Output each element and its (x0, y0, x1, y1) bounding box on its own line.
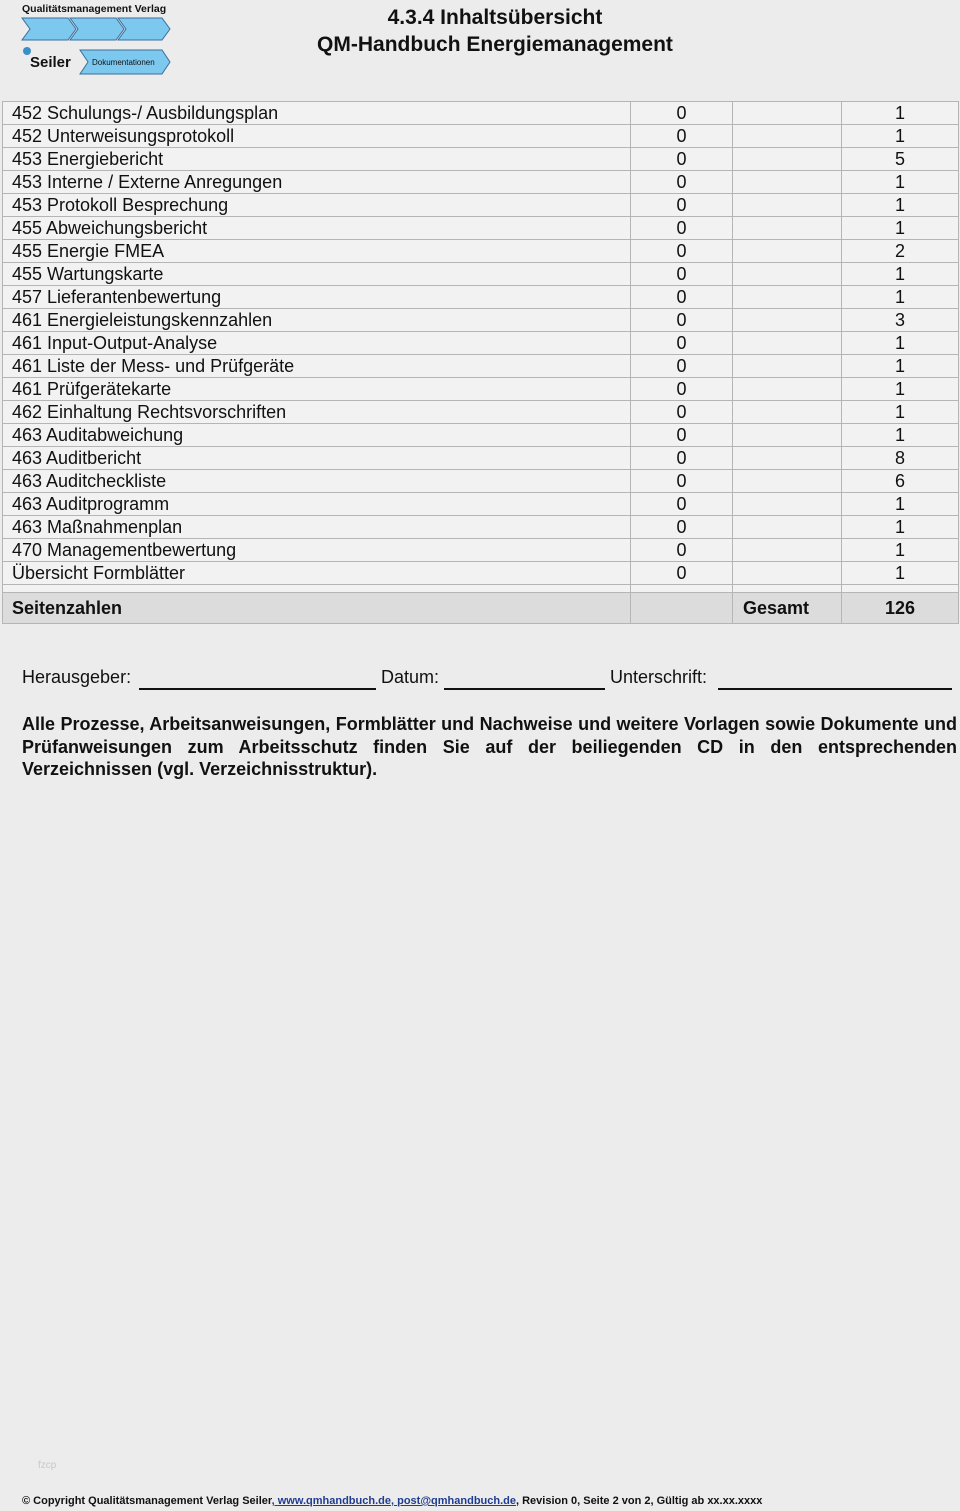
forms-table (2, 101, 959, 624)
empty-cell (733, 194, 842, 217)
revision-cell: 0 (631, 447, 733, 470)
table-row (3, 286, 959, 309)
table-row (3, 401, 959, 424)
empty-cell (733, 401, 842, 424)
revision-cell: 0 (631, 516, 733, 539)
empty-cell (733, 332, 842, 355)
form-name-cell: 453 Interne / Externe Anregungen (3, 171, 631, 194)
signature-label: Unterschrift: (610, 667, 708, 687)
page-count-cell: 1 (842, 102, 959, 125)
form-name-cell: 463 Auditabweichung (3, 424, 631, 447)
form-name-cell: 461 Energieleistungskennzahlen (3, 309, 631, 332)
page-count-cell: 1 (842, 286, 959, 309)
table-row (3, 493, 959, 516)
empty-cell (733, 148, 842, 171)
table-row (3, 539, 959, 562)
page-count-cell: 1 (842, 217, 959, 240)
revision-cell: 0 (631, 424, 733, 447)
page-count-cell: 1 (842, 562, 959, 585)
page-header (0, 0, 960, 99)
page-count-cell: 5 (842, 148, 959, 171)
page-count-cell: 1 (842, 516, 959, 539)
table-row (3, 194, 959, 217)
revision-cell: 0 (631, 194, 733, 217)
empty-cell (733, 125, 842, 148)
table-row (3, 171, 959, 194)
table-row (3, 240, 959, 263)
page-count-cell: 8 (842, 447, 959, 470)
empty-cell (733, 562, 842, 585)
form-name-cell: 455 Energie FMEA (3, 240, 631, 263)
logo-tagline-text: Dokumentationen (92, 58, 155, 67)
form-name-cell: 461 Input-Output-Analyse (3, 332, 631, 355)
form-name-cell: 453 Protokoll Besprechung (3, 194, 631, 217)
revision-cell: 0 (631, 148, 733, 171)
empty-cell (733, 240, 842, 263)
table-row (3, 470, 959, 493)
empty-cell (733, 355, 842, 378)
empty-cell (733, 493, 842, 516)
footer-email-link[interactable]: post@qmhandbuch.de (397, 1495, 516, 1507)
revision-cell: 0 (631, 355, 733, 378)
form-name-cell: 457 Lieferantenbewertung (3, 286, 631, 309)
page-count-cell: 1 (842, 539, 959, 562)
revision-cell: 0 (631, 332, 733, 355)
publisher-line (139, 688, 376, 690)
total-empty-cell (631, 593, 733, 624)
table-row (3, 263, 959, 286)
page-count-cell: 1 (842, 424, 959, 447)
logo-brand-text: Seiler (30, 54, 71, 71)
page-count-cell: 6 (842, 470, 959, 493)
footer-copyright: © Copyright Qualitätsmanagement Verlag Seiler (22, 1495, 272, 1507)
revision-cell: 0 (631, 539, 733, 562)
page-count-cell: 1 (842, 263, 959, 286)
form-name-cell: 461 Liste der Mess- und Prüfgeräte (3, 355, 631, 378)
table-row (3, 516, 959, 539)
page-count-cell: 1 (842, 493, 959, 516)
form-name-cell: 463 Auditcheckliste (3, 470, 631, 493)
form-name-cell: 463 Auditbericht (3, 447, 631, 470)
form-name-cell: 453 Energiebericht (3, 148, 631, 171)
revision-cell: 0 (631, 493, 733, 516)
signature-line (718, 688, 952, 690)
table-row (3, 125, 959, 148)
page-count-cell: 1 (842, 378, 959, 401)
empty-cell (733, 286, 842, 309)
form-name-cell: 470 Managementbewertung (3, 539, 631, 562)
page-count-cell: 2 (842, 240, 959, 263)
empty-cell (733, 447, 842, 470)
document-title (230, 4, 760, 58)
publisher-logo (20, 2, 180, 80)
page-count-cell: 1 (842, 171, 959, 194)
form-name-cell: 462 Einhaltung Rechtsvorschriften (3, 401, 631, 424)
revision-cell: 0 (631, 102, 733, 125)
signature-block (22, 667, 954, 693)
page-count-cell: 1 (842, 332, 959, 355)
revision-cell: 0 (631, 562, 733, 585)
form-name-cell: 463 Maßnahmenplan (3, 516, 631, 539)
footer-revision-info: , Revision 0, Seite 2 von 2, Gültig ab xx.xx.xxxx (515, 1495, 763, 1507)
empty-cell (733, 263, 842, 286)
table-row (3, 102, 959, 125)
table-row (3, 562, 959, 585)
form-name-cell: 455 Wartungskarte (3, 263, 631, 286)
footer-website-link[interactable]: www.qmhandbuch.de (277, 1495, 391, 1507)
cd-note-paragraph: Alle Prozesse, Arbeitsanweisungen, Formblätter und Nachweise und weitere Vorlagen sowie Dokumente und Prüfanweisungen zum Arbeitsschutz finden Sie auf der beiliegenden CD in den entsprechenden Verzeichnissen (vgl. Verzeichnisstruktur). (22, 714, 957, 779)
revision-cell: 0 (631, 217, 733, 240)
revision-cell: 0 (631, 286, 733, 309)
page-count-cell: 1 (842, 125, 959, 148)
footer-sep-2: , (390, 1495, 398, 1507)
total-sum-label: Gesamt (733, 593, 842, 624)
date-line (444, 688, 605, 690)
empty-cell (733, 217, 842, 240)
total-sum-value: 126 (842, 593, 959, 624)
page-count-cell: 3 (842, 309, 959, 332)
revision-cell: 0 (631, 470, 733, 493)
empty-cell (733, 424, 842, 447)
empty-cell (733, 539, 842, 562)
title-line-1: 4.3.4 Inhaltsübersicht (387, 6, 603, 29)
table-row (3, 332, 959, 355)
form-name-cell: 463 Auditprogramm (3, 493, 631, 516)
table-row (3, 355, 959, 378)
form-name-cell: 452 Unterweisungsprotokoll (3, 125, 631, 148)
page-footer (22, 1495, 762, 1507)
table-total-row (3, 593, 959, 624)
form-name-cell: 452 Schulungs-/ Ausbildungsplan (3, 102, 631, 125)
total-label: Seitenzahlen (3, 593, 631, 624)
empty-cell (733, 309, 842, 332)
empty-cell (733, 470, 842, 493)
date-label: Datum: (381, 667, 440, 687)
table-row (3, 309, 959, 332)
revision-cell: 0 (631, 240, 733, 263)
footer-sep-1: , (271, 1495, 278, 1507)
faint-mark: fzcp (38, 1460, 57, 1471)
page-count-cell: 1 (842, 194, 959, 217)
form-name-cell: 461 Prüfgerätekarte (3, 378, 631, 401)
table-row (3, 217, 959, 240)
table-row (3, 148, 959, 171)
page-count-cell: 1 (842, 401, 959, 424)
empty-cell (733, 516, 842, 539)
empty-cell (733, 378, 842, 401)
form-name-cell: 455 Abweichungsbericht (3, 217, 631, 240)
page-count-cell: 1 (842, 355, 959, 378)
revision-cell: 0 (631, 263, 733, 286)
revision-cell: 0 (631, 171, 733, 194)
table-spacer-row (3, 585, 959, 593)
revision-cell: 0 (631, 309, 733, 332)
table-row (3, 424, 959, 447)
empty-cell (733, 102, 842, 125)
logo-publisher-text: Qualitätsmanagement Verlag (22, 3, 167, 15)
table-row (3, 378, 959, 401)
revision-cell: 0 (631, 378, 733, 401)
forms-table-body (3, 102, 959, 585)
empty-cell (733, 171, 842, 194)
table-row (3, 447, 959, 470)
revision-cell: 0 (631, 401, 733, 424)
title-line-2: QM-Handbuch Energiemanagement (317, 33, 673, 56)
publisher-label: Herausgeber: (22, 667, 132, 687)
revision-cell: 0 (631, 125, 733, 148)
form-name-cell: Übersicht Formblätter (3, 562, 631, 585)
